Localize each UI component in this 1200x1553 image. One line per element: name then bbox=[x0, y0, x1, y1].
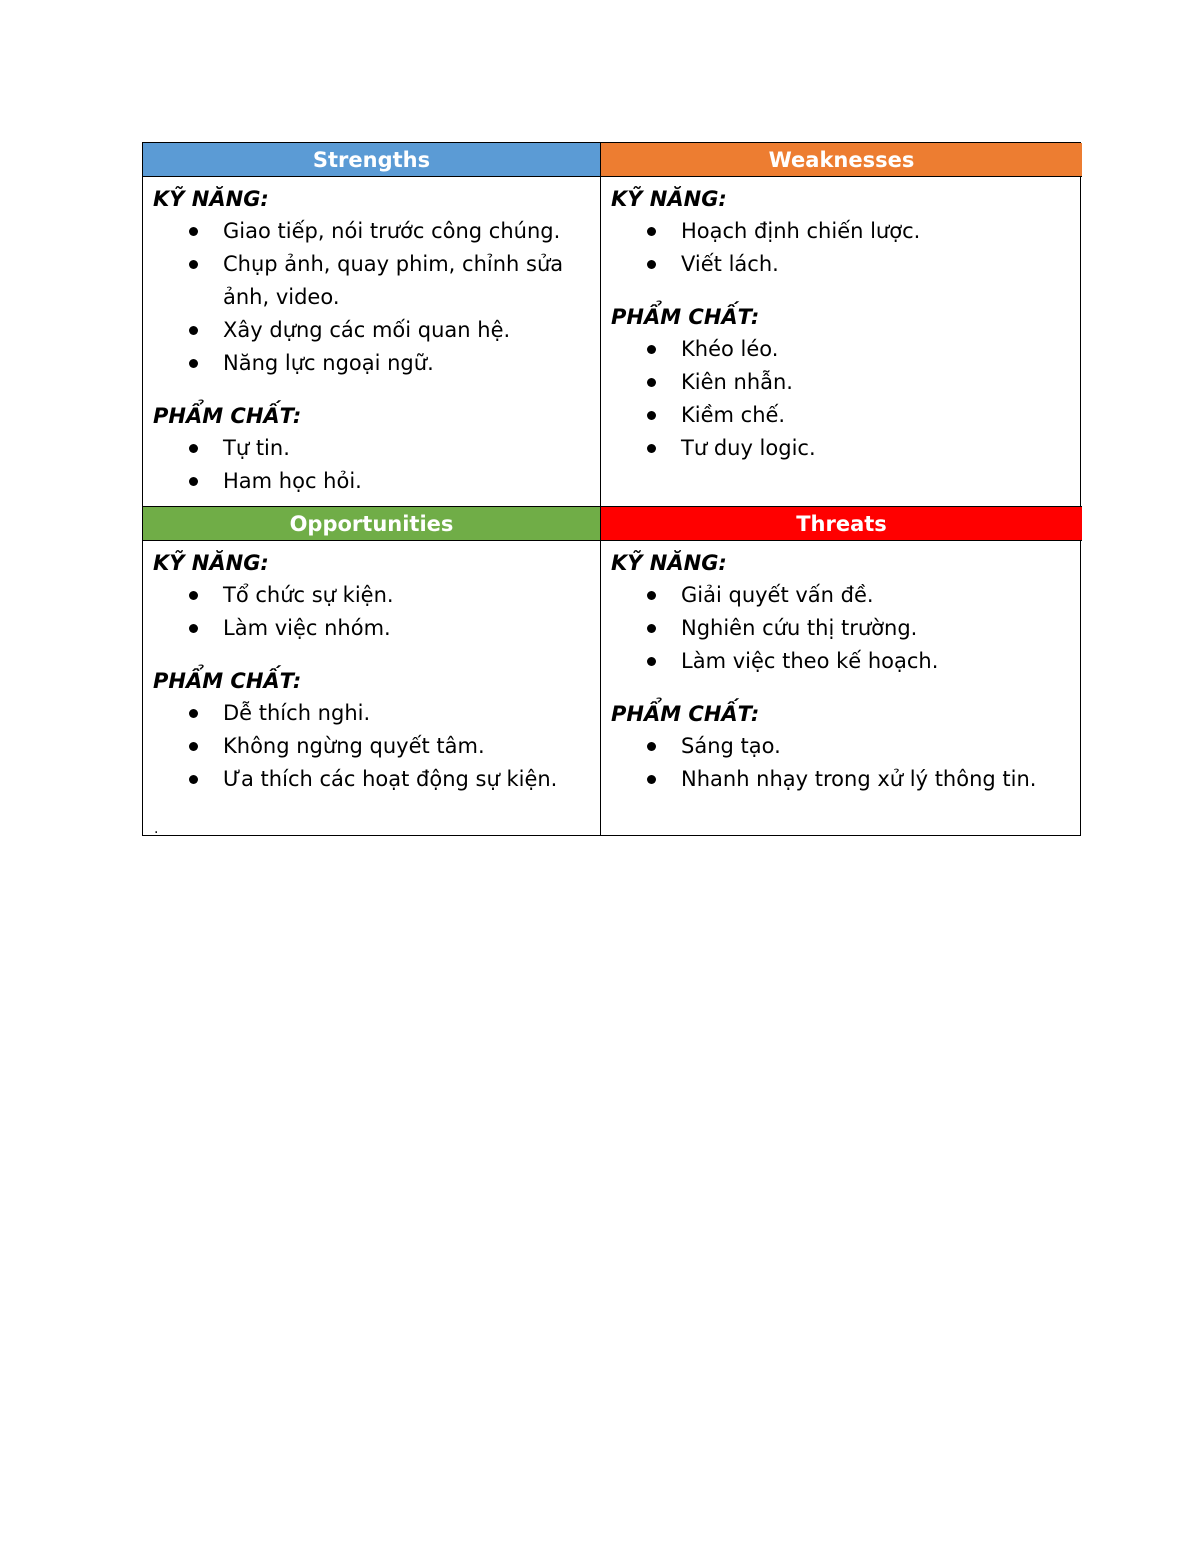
list-item: Nghiên cứu thị trường. bbox=[611, 612, 1072, 645]
weaknesses-qualities-label: PHẨM CHẤT: bbox=[611, 305, 760, 329]
trailing-mark: . bbox=[154, 821, 159, 837]
list-item: Giải quyết vấn đề. bbox=[611, 579, 1072, 612]
weaknesses-title: Weaknesses bbox=[768, 147, 915, 172]
list-item: Kiên nhẫn. bbox=[611, 366, 1072, 399]
opportunities-qualities-list bbox=[153, 697, 590, 796]
opportunities-cell bbox=[143, 541, 601, 835]
list-item: Ham học hỏi. bbox=[153, 465, 590, 498]
strengths-skills-list bbox=[153, 215, 590, 380]
list-item: Khéo léo. bbox=[611, 333, 1072, 366]
list-item: Dễ thích nghi. bbox=[153, 697, 590, 730]
list-item: Làm việc theo kế hoạch. bbox=[611, 645, 1072, 678]
list-item: Sáng tạo. bbox=[611, 730, 1072, 763]
opportunities-skills-list bbox=[153, 579, 590, 645]
list-item: Nhanh nhạy trong xử lý thông tin. bbox=[611, 763, 1072, 796]
strengths-header bbox=[143, 143, 601, 177]
threats-title: Threats bbox=[796, 511, 887, 536]
strengths-skills-label: KỸ NĂNG: bbox=[153, 187, 269, 211]
list-item: Làm việc nhóm. bbox=[153, 612, 590, 645]
list-item: Chụp ảnh, quay phim, chỉnh sửa ảnh, video. bbox=[153, 248, 590, 314]
strengths-qualities-label: PHẨM CHẤT: bbox=[153, 404, 302, 428]
strengths-cell bbox=[143, 177, 601, 507]
weaknesses-skills-list bbox=[611, 215, 1072, 281]
list-item: Kiềm chế. bbox=[611, 399, 1072, 432]
opportunities-header bbox=[143, 507, 601, 541]
list-item: Không ngừng quyết tâm. bbox=[153, 730, 590, 763]
opportunities-title: Opportunities bbox=[289, 511, 454, 536]
list-item: Tư duy logic. bbox=[611, 432, 1072, 465]
list-item: Giao tiếp, nói trước công chúng. bbox=[153, 215, 590, 248]
list-item: Năng lực ngoại ngữ. bbox=[153, 347, 590, 380]
opportunities-qualities-label: PHẨM CHẤT: bbox=[153, 669, 302, 693]
strengths-title: Strengths bbox=[312, 147, 431, 172]
list-item: Viết lách. bbox=[611, 248, 1072, 281]
opportunities-skills-label: KỸ NĂNG: bbox=[153, 551, 269, 575]
list-item: Tổ chức sự kiện. bbox=[153, 579, 590, 612]
weaknesses-header bbox=[601, 143, 1082, 177]
threats-cell bbox=[601, 541, 1082, 835]
threats-header bbox=[601, 507, 1082, 541]
list-item: Hoạch định chiến lược. bbox=[611, 215, 1072, 248]
weaknesses-qualities-list bbox=[611, 333, 1072, 465]
threats-qualities-label: PHẨM CHẤT: bbox=[611, 702, 760, 726]
threats-qualities-list bbox=[611, 730, 1072, 796]
strengths-qualities-list bbox=[153, 432, 590, 498]
threats-skills-list bbox=[611, 579, 1072, 678]
weaknesses-skills-label: KỸ NĂNG: bbox=[611, 187, 727, 211]
swot-table bbox=[142, 142, 1081, 836]
threats-skills-label: KỸ NĂNG: bbox=[611, 551, 727, 575]
list-item: Ưa thích các hoạt động sự kiện. bbox=[153, 763, 590, 796]
weaknesses-cell bbox=[601, 177, 1082, 507]
list-item: Xây dựng các mối quan hệ. bbox=[153, 314, 590, 347]
list-item: Tự tin. bbox=[153, 432, 590, 465]
